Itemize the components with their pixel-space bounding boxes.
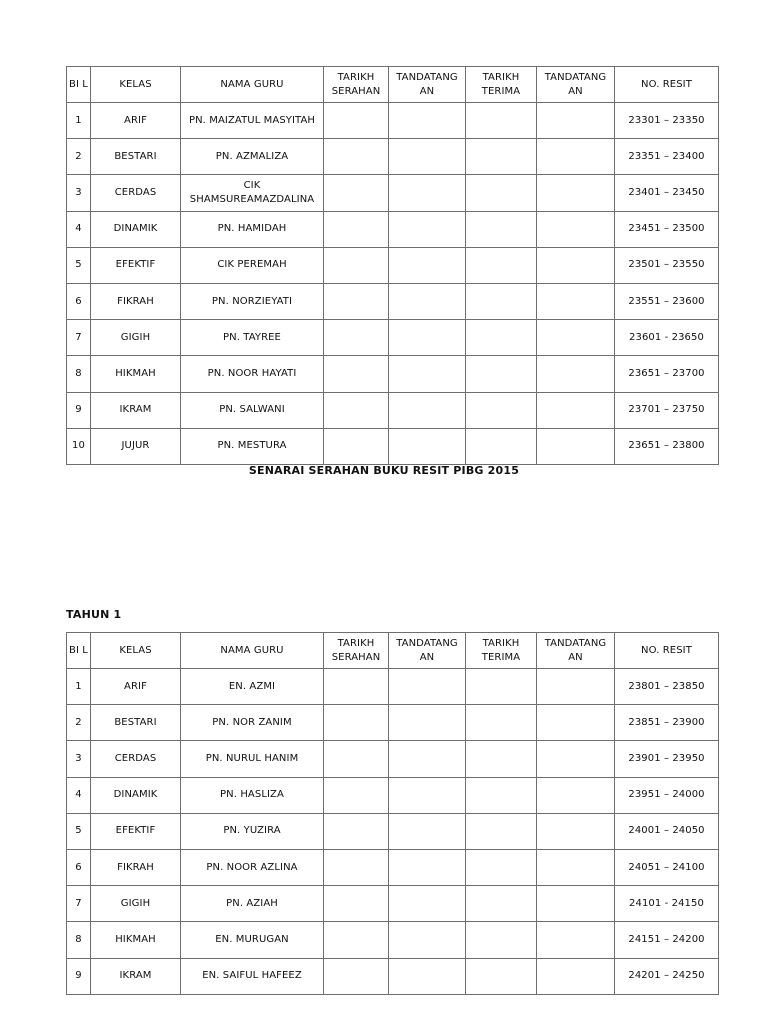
table-row: [67, 320, 719, 356]
cell-tandatangan[interactable]: [537, 320, 615, 356]
header-nama-guru: NAMA GURU: [181, 67, 324, 103]
cell-kelas: EFEKTIF: [91, 813, 181, 849]
cell-no-resit: 24101 - 24150: [615, 886, 719, 922]
cell-tarikh-terima[interactable]: [466, 247, 537, 283]
cell-tandatangan[interactable]: [537, 247, 615, 283]
cell-no-resit: 23801 – 23850: [615, 669, 719, 705]
cell-no-resit: 23601 - 23650: [615, 320, 719, 356]
cell-nama-guru: PN. SALWANI: [181, 392, 324, 428]
cell-kelas: CERDAS: [91, 175, 181, 211]
table-row: [67, 741, 719, 777]
cell-bil: 7: [67, 886, 91, 922]
cell-no-resit: 24201 – 24250: [615, 958, 719, 994]
cell-tarikh-serahan[interactable]: [324, 392, 389, 428]
cell-bil: 1: [67, 669, 91, 705]
cell-nama-guru: PN. MESTURA: [181, 428, 324, 464]
cell-nama-guru: PN. HAMIDAH: [181, 211, 324, 247]
cell-nama-guru: CIK PEREMAH: [181, 247, 324, 283]
cell-no-resit: 24001 – 24050: [615, 813, 719, 849]
header-tarikh-serahan: TARIKH SERAHAN: [324, 633, 389, 669]
cell-kelas: ARIF: [91, 103, 181, 139]
cell-tandatangan[interactable]: [537, 922, 615, 958]
cell-tarikh-serahan[interactable]: [324, 777, 389, 813]
cell-bil: 10: [67, 428, 91, 464]
header-no-resit: NO. RESIT: [615, 633, 719, 669]
cell-bil: 5: [67, 813, 91, 849]
cell-tarikh-serahan[interactable]: [324, 813, 389, 849]
cell-tarikh-terima[interactable]: [466, 283, 537, 319]
cell-tandatangan[interactable]: [389, 705, 466, 741]
cell-tandatangan[interactable]: [537, 958, 615, 994]
cell-tarikh-serahan[interactable]: [324, 139, 389, 175]
cell-tandatangan[interactable]: [537, 849, 615, 885]
cell-tarikh-serahan[interactable]: [324, 320, 389, 356]
cell-kelas: IKRAM: [91, 392, 181, 428]
cell-tarikh-serahan[interactable]: [324, 886, 389, 922]
cell-no-resit: 24051 – 24100: [615, 849, 719, 885]
cell-tarikh-terima[interactable]: [466, 922, 537, 958]
table-row: [67, 356, 719, 392]
cell-bil: 1: [67, 103, 91, 139]
cell-bil: 6: [67, 283, 91, 319]
cell-kelas: DINAMIK: [91, 211, 181, 247]
cell-tandatangan[interactable]: [537, 813, 615, 849]
cell-no-resit: 23851 – 23900: [615, 705, 719, 741]
cell-tarikh-serahan[interactable]: [324, 211, 389, 247]
cell-nama-guru: PN. NORZIEYATI: [181, 283, 324, 319]
header-tarikh-serahan: TARIKH SERAHAN: [324, 67, 389, 103]
table-body: [67, 103, 719, 465]
cell-tarikh-serahan[interactable]: [324, 922, 389, 958]
cell-tarikh-terima[interactable]: [466, 741, 537, 777]
cell-kelas: HIKMAH: [91, 922, 181, 958]
cell-no-resit: 23651 – 23800: [615, 428, 719, 464]
cell-tandatangan[interactable]: [389, 139, 466, 175]
cell-tandatangan[interactable]: [537, 741, 615, 777]
cell-tandatangan[interactable]: [389, 320, 466, 356]
cell-no-resit: 23351 – 23400: [615, 139, 719, 175]
cell-tarikh-terima[interactable]: [466, 849, 537, 885]
header-bil: BI L: [67, 633, 91, 669]
cell-bil: 6: [67, 849, 91, 885]
cell-tandatangan[interactable]: [537, 777, 615, 813]
table-row: [67, 669, 719, 705]
cell-tarikh-serahan[interactable]: [324, 428, 389, 464]
cell-tandatangan[interactable]: [389, 849, 466, 885]
cell-tarikh-terima[interactable]: [466, 175, 537, 211]
cell-bil: 2: [67, 139, 91, 175]
cell-kelas: BESTARI: [91, 705, 181, 741]
header-bil: BI L: [67, 67, 91, 103]
cell-tarikh-terima[interactable]: [466, 392, 537, 428]
cell-tarikh-terima[interactable]: [466, 705, 537, 741]
cell-bil: 4: [67, 777, 91, 813]
header-kelas: KELAS: [91, 67, 181, 103]
cell-tandatangan[interactable]: [537, 669, 615, 705]
cell-tarikh-serahan[interactable]: [324, 741, 389, 777]
header-tandatangan: TANDATANG AN: [389, 633, 466, 669]
cell-tandatangan[interactable]: [537, 175, 615, 211]
cell-tandatangan[interactable]: [389, 356, 466, 392]
cell-bil: 8: [67, 356, 91, 392]
header-no-resit: NO. RESIT: [615, 67, 719, 103]
cell-tarikh-serahan[interactable]: [324, 669, 389, 705]
cell-nama-guru: PN. NURUL HANIM: [181, 741, 324, 777]
cell-tarikh-terima[interactable]: [466, 428, 537, 464]
cell-tandatangan[interactable]: [537, 705, 615, 741]
cell-bil: 5: [67, 247, 91, 283]
cell-kelas: DINAMIK: [91, 777, 181, 813]
cell-no-resit: 23451 – 23500: [615, 211, 719, 247]
cell-tandatangan[interactable]: [389, 283, 466, 319]
header-tarikh-terima: TARIKH TERIMA: [466, 633, 537, 669]
cell-tandatangan[interactable]: [537, 428, 615, 464]
cell-kelas: HIKMAH: [91, 356, 181, 392]
cell-kelas: CERDAS: [91, 741, 181, 777]
cell-kelas: FIKRAH: [91, 283, 181, 319]
table-row: [67, 705, 719, 741]
cell-no-resit: 23551 – 23600: [615, 283, 719, 319]
header-tandatangan: TANDATANG AN: [389, 67, 466, 103]
cell-kelas: FIKRAH: [91, 849, 181, 885]
cell-kelas: EFEKTIF: [91, 247, 181, 283]
cell-tandatangan[interactable]: [389, 813, 466, 849]
cell-nama-guru: PN. AZIAH: [181, 886, 324, 922]
cell-tarikh-terima[interactable]: [466, 886, 537, 922]
cell-tandatangan[interactable]: [537, 211, 615, 247]
cell-tandatangan[interactable]: [389, 103, 466, 139]
cell-tarikh-terima[interactable]: [466, 139, 537, 175]
cell-no-resit: 23951 – 24000: [615, 777, 719, 813]
table-header: [67, 633, 719, 669]
cell-nama-guru: PN. AZMALIZA: [181, 139, 324, 175]
cell-tandatangan[interactable]: [389, 741, 466, 777]
table-header: [67, 67, 719, 103]
receipt-table-1: [66, 66, 719, 465]
cell-tarikh-terima[interactable]: [466, 103, 537, 139]
table-row: [67, 813, 719, 849]
table-row: [67, 211, 719, 247]
header-tandatangan: TANDATANG AN: [537, 67, 615, 103]
cell-bil: 2: [67, 705, 91, 741]
cell-nama-guru: PN. HASLIZA: [181, 777, 324, 813]
cell-nama-guru: EN. SAIFUL HAFEEZ: [181, 958, 324, 994]
cell-tandatangan[interactable]: [389, 175, 466, 211]
table-row: [67, 139, 719, 175]
cell-bil: 9: [67, 958, 91, 994]
cell-tandatangan[interactable]: [389, 247, 466, 283]
cell-tandatangan[interactable]: [389, 777, 466, 813]
cell-tandatangan[interactable]: [537, 392, 615, 428]
table-row: [67, 922, 719, 958]
cell-nama-guru: EN. MURUGAN: [181, 922, 324, 958]
table-body: [67, 669, 719, 995]
cell-kelas: ARIF: [91, 669, 181, 705]
header-nama-guru: NAMA GURU: [181, 633, 324, 669]
cell-kelas: GIGIH: [91, 886, 181, 922]
table-row: [67, 103, 719, 139]
document-title: SENARAI SERAHAN BUKU RESIT PIBG 2015: [248, 464, 520, 477]
cell-bil: 3: [67, 175, 91, 211]
cell-tarikh-terima[interactable]: [466, 669, 537, 705]
cell-tandatangan[interactable]: [389, 428, 466, 464]
cell-no-resit: 23501 – 23550: [615, 247, 719, 283]
cell-no-resit: 23401 – 23450: [615, 175, 719, 211]
cell-nama-guru: CIK SHAMSUREAMAZDALINA: [181, 175, 324, 211]
header-kelas: KELAS: [91, 633, 181, 669]
table-row: [67, 283, 719, 319]
table-row: [67, 175, 719, 211]
table-row: [67, 777, 719, 813]
cell-tarikh-serahan[interactable]: [324, 175, 389, 211]
cell-tarikh-serahan[interactable]: [324, 705, 389, 741]
receipt-table-2: [66, 632, 719, 995]
cell-kelas: IKRAM: [91, 958, 181, 994]
section-label: TAHUN 1: [66, 608, 122, 621]
cell-tarikh-terima[interactable]: [466, 211, 537, 247]
cell-no-resit: 23651 – 23700: [615, 356, 719, 392]
cell-tandatangan[interactable]: [389, 669, 466, 705]
table-row: [67, 247, 719, 283]
cell-kelas: BESTARI: [91, 139, 181, 175]
cell-tandatangan[interactable]: [537, 886, 615, 922]
cell-tandatangan[interactable]: [389, 886, 466, 922]
cell-tarikh-terima[interactable]: [466, 777, 537, 813]
cell-nama-guru: PN. TAYREE: [181, 320, 324, 356]
cell-nama-guru: PN. NOOR HAYATI: [181, 356, 324, 392]
cell-tarikh-serahan[interactable]: [324, 283, 389, 319]
cell-no-resit: 23301 – 23350: [615, 103, 719, 139]
table-row: [67, 849, 719, 885]
cell-no-resit: 23701 – 23750: [615, 392, 719, 428]
cell-tandatangan[interactable]: [389, 392, 466, 428]
cell-tarikh-serahan[interactable]: [324, 958, 389, 994]
cell-tarikh-terima[interactable]: [466, 813, 537, 849]
cell-tarikh-serahan[interactable]: [324, 849, 389, 885]
cell-nama-guru: EN. AZMI: [181, 669, 324, 705]
cell-tarikh-serahan[interactable]: [324, 356, 389, 392]
table-row: [67, 886, 719, 922]
cell-tarikh-terima[interactable]: [466, 958, 537, 994]
cell-no-resit: 24151 – 24200: [615, 922, 719, 958]
cell-tandatangan[interactable]: [389, 922, 466, 958]
cell-tandatangan[interactable]: [537, 283, 615, 319]
cell-tarikh-serahan[interactable]: [324, 103, 389, 139]
cell-kelas: GIGIH: [91, 320, 181, 356]
table-row: [67, 392, 719, 428]
cell-kelas: JUJUR: [91, 428, 181, 464]
header-tarikh-terima: TARIKH TERIMA: [466, 67, 537, 103]
cell-bil: 4: [67, 211, 91, 247]
cell-tarikh-terima[interactable]: [466, 320, 537, 356]
header-tandatangan: TANDATANG AN: [537, 633, 615, 669]
cell-bil: 8: [67, 922, 91, 958]
cell-tandatangan[interactable]: [537, 103, 615, 139]
cell-bil: 3: [67, 741, 91, 777]
cell-bil: 7: [67, 320, 91, 356]
cell-tandatangan[interactable]: [389, 958, 466, 994]
table-row: [67, 958, 719, 994]
cell-bil: 9: [67, 392, 91, 428]
cell-tarikh-terima[interactable]: [466, 356, 537, 392]
cell-tarikh-serahan[interactable]: [324, 247, 389, 283]
cell-no-resit: 23901 – 23950: [615, 741, 719, 777]
cell-nama-guru: PN. NOR ZANIM: [181, 705, 324, 741]
cell-nama-guru: PN. YUZIRA: [181, 813, 324, 849]
table-row: [67, 428, 719, 464]
cell-tandatangan[interactable]: [537, 356, 615, 392]
cell-nama-guru: PN. NOOR AZLINA: [181, 849, 324, 885]
cell-tandatangan[interactable]: [537, 139, 615, 175]
cell-tandatangan[interactable]: [389, 211, 466, 247]
cell-nama-guru: PN. MAIZATUL MASYITAH: [181, 103, 324, 139]
